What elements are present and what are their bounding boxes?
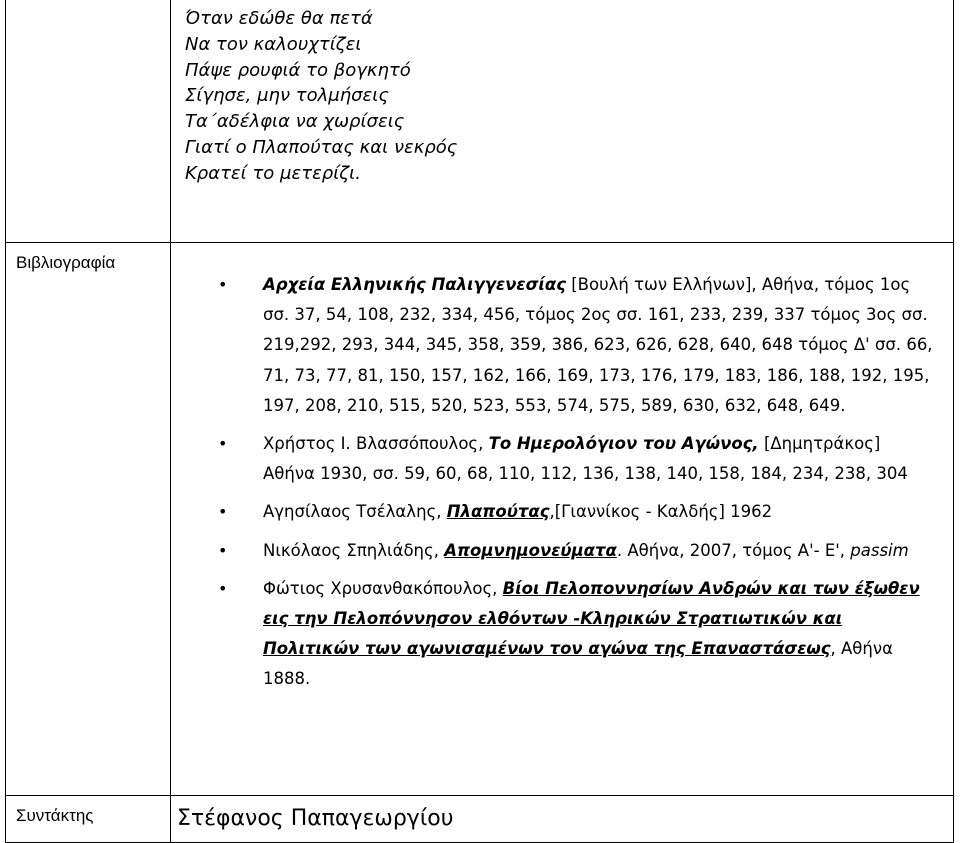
- work-details: ,[Γιαννίκος - Καλδής] 1962: [549, 502, 773, 522]
- editor-cell: [171, 796, 954, 843]
- work-details: [Δημητράκος] Αθήνα 1930, σσ. 59, 60, 68, 110, 112, 136, 138, 140, 158, 184, 234, 238, 304: [263, 434, 908, 484]
- bibliography-item: [263, 574, 937, 695]
- work-title: Βίοι Πελοποννησίων Ανδρών και των έξωθεν εις την Πελοπόννησον ελθόντων -Κληρικών Στρατιωτικών και Πολιτικών των αγωνισαμένων τον αγώνα της Επαναστάσεως: [263, 578, 920, 659]
- poem-lines: [171, 0, 953, 187]
- work-title: Το Ημερολόγιον του Αγώνος,: [488, 434, 759, 454]
- work-details: [Βουλή των Ελλήνων], Αθήνα, τόμος 1ος σσ. 37, 54, 108, 232, 334, 456, τόμος 2ος σσ. 161, 233, 239, 337 τόμος 3ος σσ. 219,292, 293, 344, 345, 358, 359, 386, 623, 626, 628, 640, 648 τόμος Δ' σσ. 66, 71, 73, 77, 81, 150, 157, 162, 166, 169, 173, 176, 179, 183, 186, 188, 192, 195, 197, 208, 210, 515, 520, 523, 553, 574, 575, 589, 630, 632, 648, 649.: [263, 275, 933, 415]
- poem-row: [6, 0, 954, 243]
- poem-line: Σίγησε, μην τολμήσεις: [185, 85, 389, 107]
- poem-line: Όταν εδώθε θα πετά: [185, 8, 373, 29]
- poem-line: Να τον καλουχτίζει: [185, 33, 362, 55]
- work-author: Χρήστος Ι. Βλασσόπουλος,: [263, 434, 489, 454]
- work-title: Πλαπούτας: [446, 502, 550, 522]
- poem-line: Πάψε ρουφιά το βογκητό: [185, 59, 411, 81]
- work-title: Αρχεία Ελληνικής Παλιγγενεσίας: [263, 275, 566, 294]
- poem-label-cell: [6, 0, 171, 243]
- bibliography-label: Βιβλιογραφία: [16, 253, 116, 272]
- bibliography-item: [263, 429, 937, 489]
- poem-cell: [171, 0, 954, 243]
- bibliography-label-cell: [6, 243, 171, 796]
- bibliography-cell: [171, 243, 954, 796]
- work-details: , Αθήνα 1888.: [263, 639, 893, 689]
- editor-label: Συντάκτης: [16, 806, 94, 825]
- work-tail: passim: [850, 540, 909, 560]
- work-author: Αγησίλαος Τσέλαλης,: [263, 502, 447, 522]
- poem-line: Γιατί ο Πλαπούτας και νεκρός: [185, 136, 458, 158]
- bibliography-item: [263, 270, 937, 421]
- work-details: . Αθήνα, 2007, τόμος Α'- Ε',: [616, 540, 851, 560]
- work-author: Νικόλαος Σπηλιάδης,: [263, 540, 445, 560]
- editor-row: [6, 796, 954, 843]
- editor-label-cell: [6, 796, 171, 843]
- work-title: Απομνημονεύματα: [444, 540, 617, 560]
- bibliography-item: [263, 497, 937, 527]
- editor-name: Στέφανος Παπαγεωργίου: [177, 806, 454, 831]
- document-table: [5, 0, 954, 843]
- bibliography-list: [171, 243, 953, 695]
- poem-line: Τα΄αδέλφια να χωρίσεις: [185, 111, 405, 133]
- poem-line: Κρατεί το μετερίζι.: [185, 162, 361, 184]
- work-author: Φώτιος Χρυσανθακόπουλος,: [263, 578, 503, 598]
- bibliography-item: [263, 536, 937, 566]
- bibliography-row: [6, 243, 954, 796]
